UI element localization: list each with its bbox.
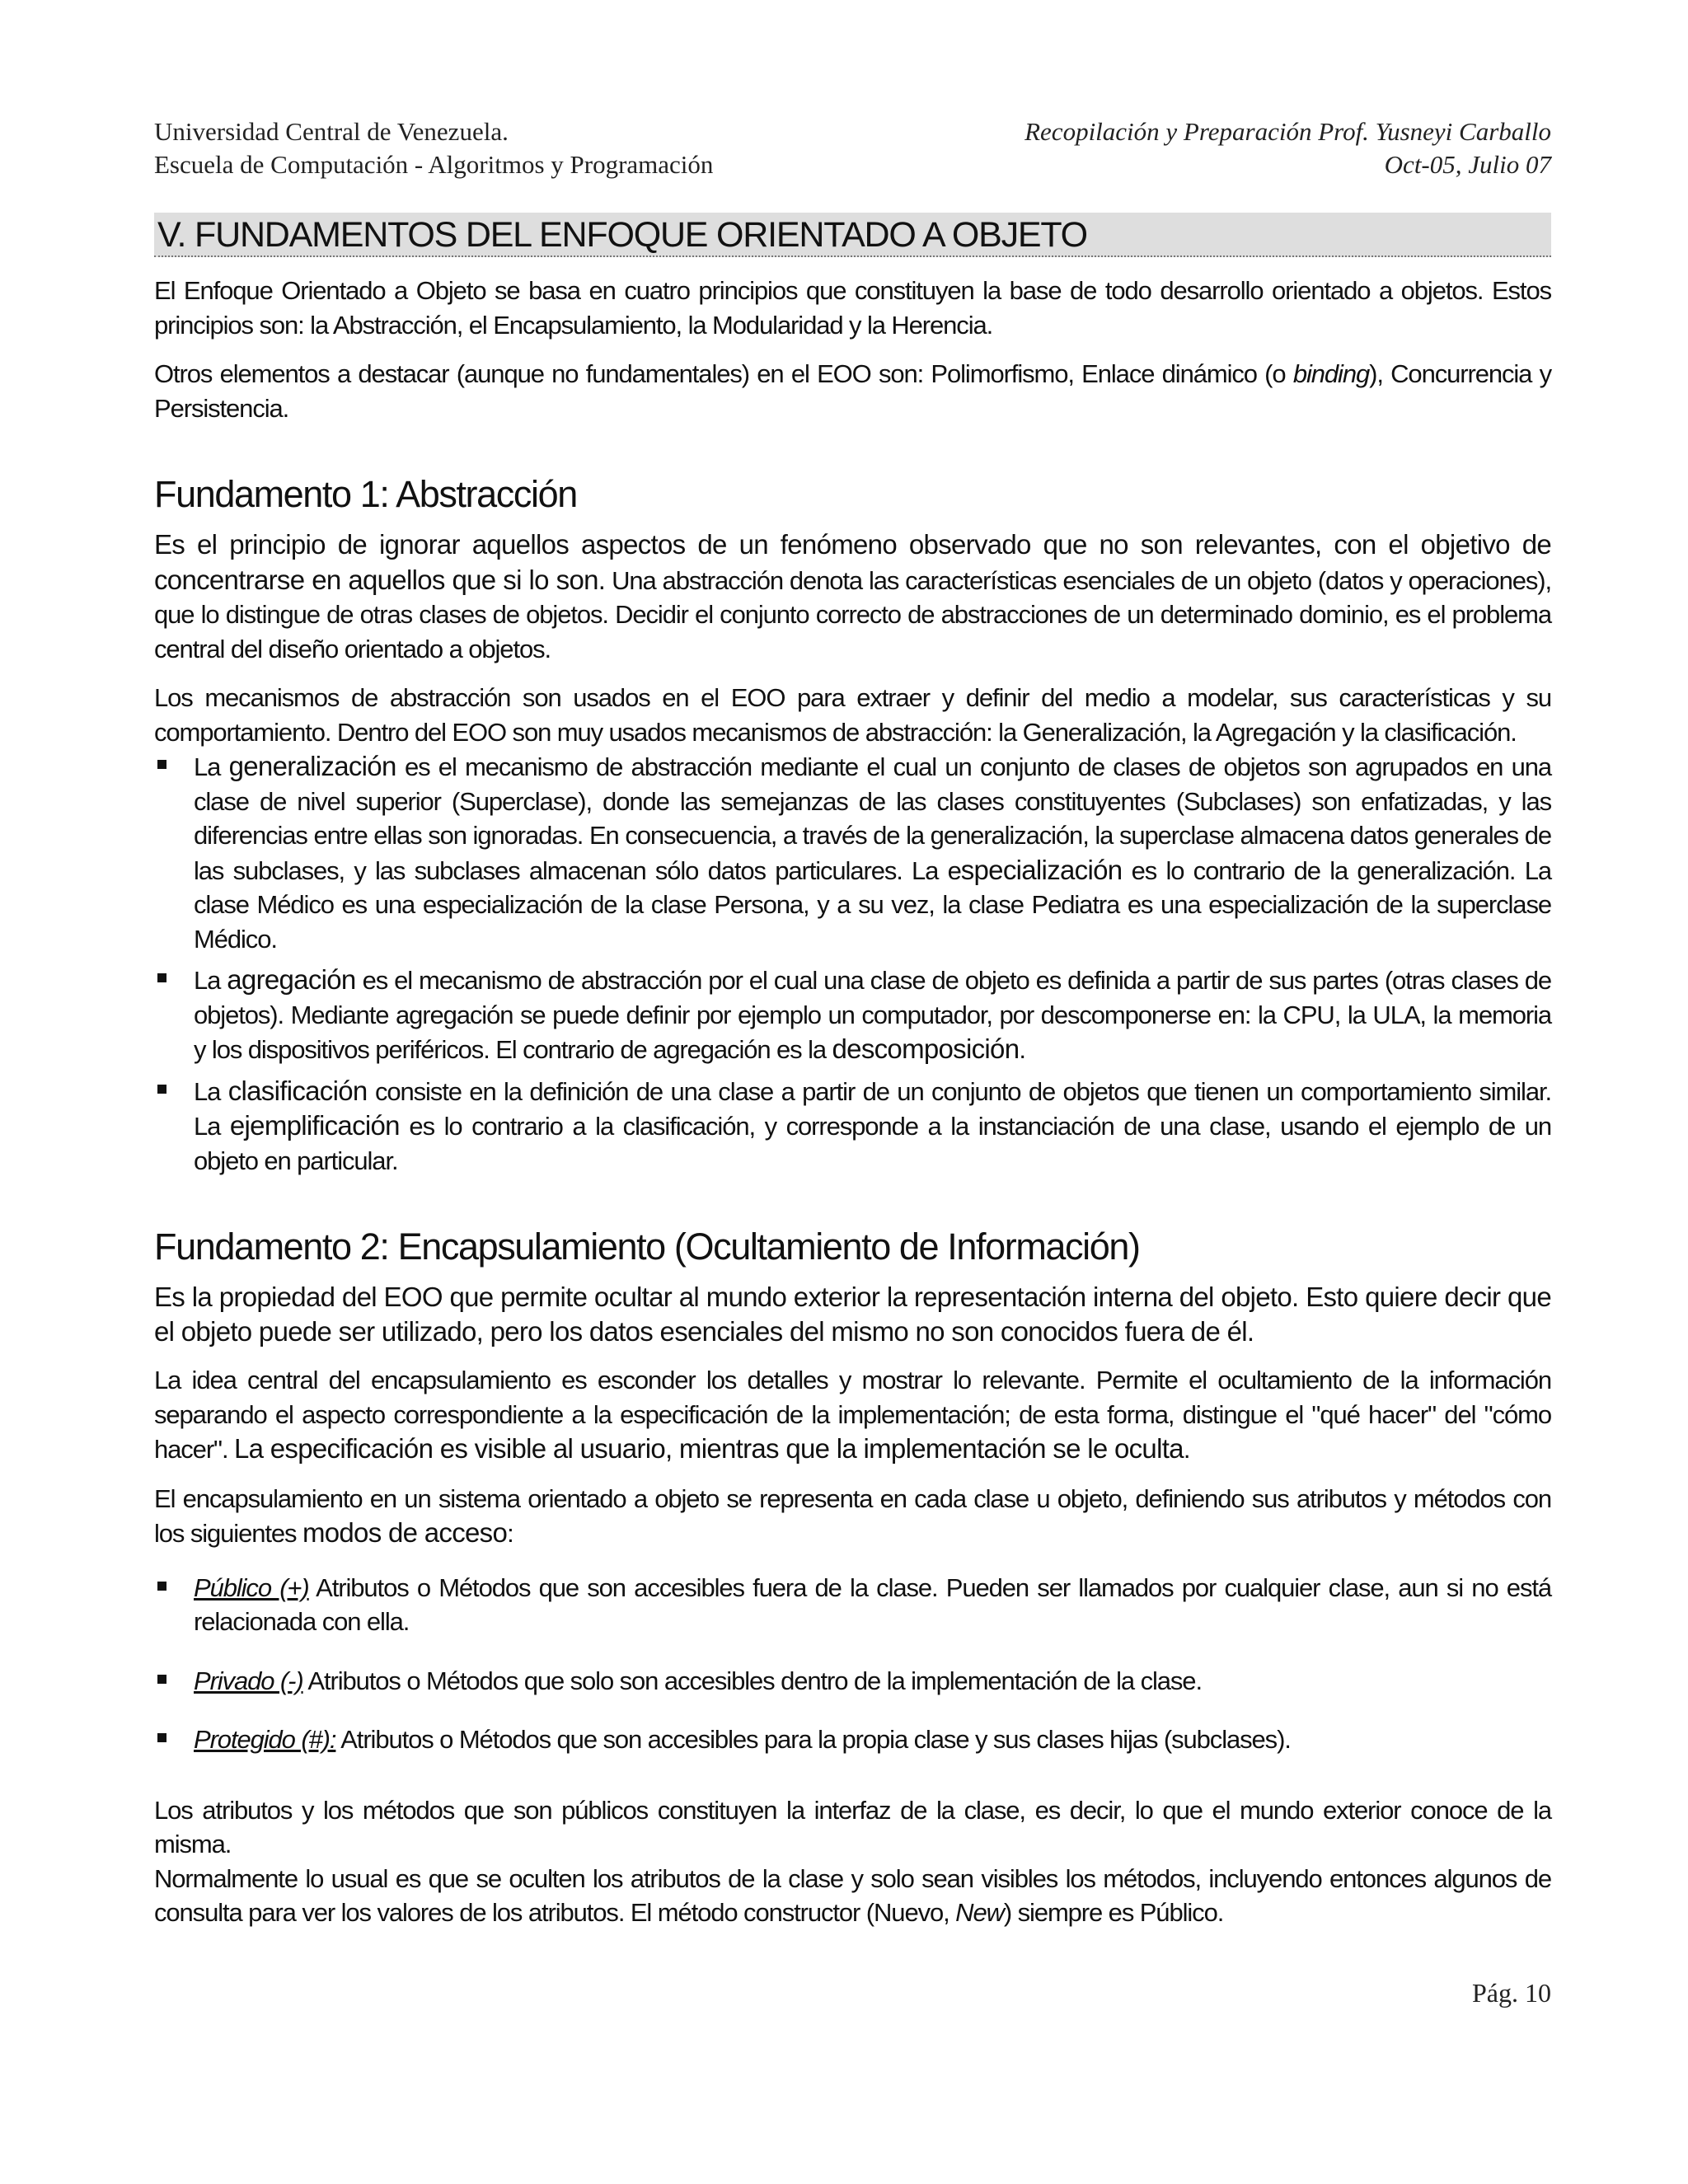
list-item-clasificacion: [154, 1074, 1551, 1179]
idea-end: .: [1183, 1435, 1190, 1464]
new-term: New: [955, 1898, 1004, 1927]
item-text: es lo contrario a la clasificación, y corresponde a la instanciación de una clase, usando el ejemplo de un objeto en particular.: [194, 1112, 1551, 1175]
abstraccion-definition: [154, 527, 1551, 666]
bullet-icon: [157, 1733, 166, 1742]
item-text: La: [194, 752, 229, 781]
item-text: La: [194, 1076, 228, 1106]
term-agregacion: agregación: [227, 964, 356, 995]
header-date: Oct-05, Julio 07: [1384, 150, 1551, 179]
encapsulamiento-access-intro: [154, 1482, 1551, 1551]
access-intro-end: :: [507, 1519, 513, 1548]
interfaz-paragraph: Los atributos y los métodos que son públicos constituyen la interfaz de la clase, es decir, lo que el mundo exterior conoce de la misma.: [154, 1795, 1551, 1858]
term-clasificacion: clasificación: [227, 1075, 368, 1106]
list-item-generalizacion: [154, 749, 1551, 956]
access-label: Protegido (#):: [194, 1725, 336, 1754]
term-especializacion: specialización: [960, 854, 1123, 885]
header-author: Recopilación y Preparación Prof. Yusneyi Carballo: [1025, 117, 1551, 146]
item-text: es el mecanismo de abstracción mediante el cual un conjunto de clases de objetos son agrupados en una clase de nivel superior (Superclase), donde las semejanzas de las clases constituyentes (Subclases) son enfatizadas, y las diferencias entre ellas son ignoradas. En consecuencia, a través de la generalización, la superclase almacena datos generales de las subclases, y las subclases almacenan sólo datos particulares. La e: [194, 752, 1552, 885]
access-text: Atributos o Métodos que solo son accesibles dentro de la implementación de la clase.: [302, 1666, 1202, 1695]
item-text: es el mecanismo de abstracción por el cual una clase de objeto es definida a partir de sus partes (otras clases de objetos). Mediante agregación se puede definir por ejemplo un computador, por descomponerse en: la CPU, la ULA, la memoria y los dispositivos periféricos. El contrario de agregación es la: [194, 966, 1551, 1064]
binding-term: binding: [1292, 359, 1370, 388]
access-modes-term: modos de acceso: [302, 1517, 508, 1548]
bullet-icon: [157, 1675, 166, 1684]
constructor-text: Normalmente lo usual es que se oculten los atributos de la clase y solo sean visibles los métodos, incluyendo entonces algunos de consulta para ver los valores de los atributos. El método constructor (Nuevo,: [154, 1863, 1551, 1927]
constructor-paragraph: [154, 1862, 1551, 1930]
term-ejemplificacion: ejemplificación: [229, 1110, 400, 1141]
item-text: consiste en la definición de una clase a partir de un conjunto de objetos que tienen un comportamiento similar. La: [194, 1076, 1551, 1141]
fundamento-1-heading: Fundamento 1: Abstracción: [154, 473, 577, 515]
bullet-icon: [157, 1085, 166, 1094]
access-modes-list: [154, 1571, 1551, 1757]
bullet-icon: [157, 760, 166, 769]
item-text: es lo contrario de la generalización. La clase Médico es una especialización de la clase Persona, y a su vez, la clase Pediatra es una especialización de la superclase Médico.: [194, 855, 1551, 954]
abstraccion-rest: Una abstracción denota las características esenciales de un objeto (datos y operaciones), que lo distingue de otras clases de objetos. Decidir el conjunto correcto de abstracciones de un determinado dominio, es el problema central del diseño orientado a objetos.: [154, 565, 1551, 663]
access-item-privado: [154, 1664, 1551, 1699]
bullet-icon: [157, 973, 166, 982]
term-descomposicion: descomposición: [832, 1033, 1020, 1064]
page-header: [154, 115, 1551, 181]
encapsulamiento-definition: Es la propiedad del EOO que permite ocultar al mundo exterior la representación interna del objeto. Esto quiere decir que el objeto puede ser utilizado, pero los datos esenciales del mismo no son conocidos fuera de él.: [154, 1282, 1551, 1347]
item-text: .: [1019, 1035, 1025, 1064]
access-label: Público (+): [194, 1572, 309, 1602]
access-item-publico: [154, 1571, 1551, 1639]
list-item-agregacion: [154, 963, 1551, 1067]
intro-text: Otros elementos a destacar (aunque no fundamentales) en el EOO son: Polimorfismo, Enlace dinámico (o: [154, 359, 1293, 388]
access-label: Privado (-): [194, 1666, 303, 1695]
intro-text-end: ), Concurrencia y Persistencia.: [154, 359, 1551, 423]
header-school-course: Escuela de Computación - Algoritmos y Programación: [154, 150, 714, 179]
access-intro-text: El encapsulamiento en un sistema orientado a objeto se representa en cada clase u objeto, definiendo sus atributos y métodos con los siguientes: [154, 1483, 1551, 1548]
intro-paragraph-1: El Enfoque Orientado a Objeto se basa en cuatro principios que constituyen la base de todo desarrollo orientado a objetos. Estos principios son: la Abstracción, el Encapsulamiento, la Modularidad y la Herencia.: [154, 276, 1551, 340]
page-number: Pág. 10: [1472, 1978, 1551, 2008]
abstraccion-mechanisms: Los mecanismos de abstracción son usados en el EOO para extraer y definir del medio a modelar, sus características y su comportamiento. Dentro del EOO son muy usados mecanismos de abstracción: la Generalización, la Agregación y la clasificación.: [154, 683, 1551, 747]
term-generalizacion: generalización: [228, 751, 396, 781]
intro-paragraph-2: [154, 357, 1551, 425]
fundamento-2-heading: Fundamento 2: Encapsulamiento (Ocultamiento de Información): [154, 1226, 1140, 1268]
section-title: V. FUNDAMENTOS DEL ENFOQUE ORIENTADO A OBJETO: [154, 213, 1551, 257]
access-text: Atributos o Métodos que son accesibles para la propia clase y sus clases hijas (subclases).: [335, 1725, 1291, 1754]
item-text: La: [194, 966, 227, 995]
access-text: Atributos o Métodos que son accesibles fuera de la clase. Pueden ser llamados por cualquier clase, aun si no está relacionada con ella.: [194, 1572, 1552, 1636]
bullet-icon: [157, 1582, 166, 1591]
constructor-end: ) siempre es Público.: [1003, 1898, 1224, 1927]
idea-text: La idea central del encapsulamiento es esconder los detalles y mostrar lo relevante. Permite el ocultamiento de la información separando el aspecto correspondiente a la especificación de la implementación; de esta forma, distingue el "qué hacer" del "cómo hacer".: [154, 1366, 1551, 1464]
idea-emphasis: La especificación es visible al usuario, mientras que la implementación se le oculta: [233, 1433, 1184, 1464]
abstraccion-list: [154, 749, 1551, 1178]
abstraccion-lead: Es el principio de ignorar aquellos aspectos de un fenómeno observado que no son relevantes, con el objetivo de concentrarse en aquellos que si lo son.: [154, 529, 1551, 595]
encapsulamiento-idea: [154, 1363, 1551, 1467]
access-item-protegido: [154, 1722, 1551, 1757]
page-content: [154, 213, 1551, 1945]
header-university: Universidad Central de Venezuela.: [154, 117, 509, 146]
